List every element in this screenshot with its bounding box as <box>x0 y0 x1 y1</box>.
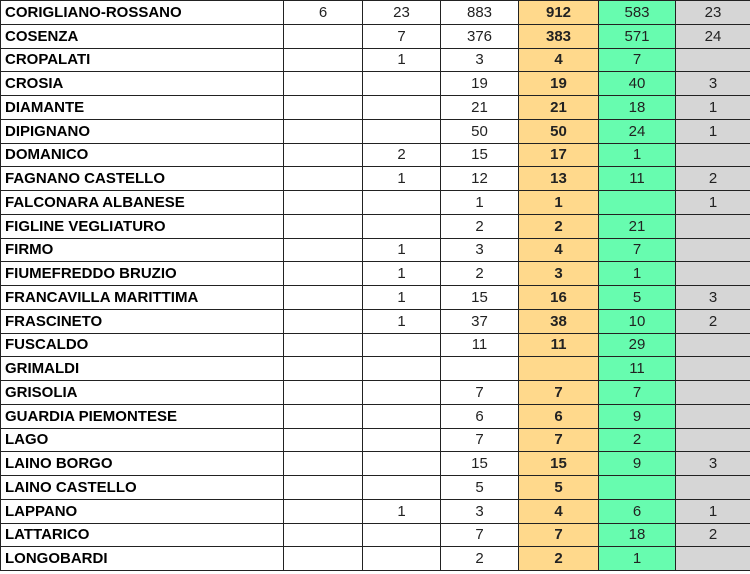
green-value-cell: 7 <box>599 238 676 262</box>
value-cell-col1 <box>284 286 363 310</box>
value-cell-col3: 3 <box>441 238 519 262</box>
green-value-cell: 6 <box>599 499 676 523</box>
gray-value-cell <box>676 404 750 428</box>
gray-value-cell <box>676 357 750 381</box>
value-cell-col3: 12 <box>441 167 519 191</box>
table-row <box>1 48 750 72</box>
table-row <box>1 333 750 357</box>
total-cell: 6 <box>519 404 599 428</box>
value-cell-col1 <box>284 119 363 143</box>
table-row <box>1 24 750 48</box>
gray-value-cell <box>676 48 750 72</box>
gray-value-cell: 3 <box>676 72 750 96</box>
green-value-cell: 5 <box>599 286 676 310</box>
gray-value-cell: 1 <box>676 191 750 215</box>
value-cell-col1 <box>284 381 363 405</box>
table-body <box>1 1 750 571</box>
value-cell-col1 <box>284 428 363 452</box>
total-cell: 912 <box>519 1 599 25</box>
table-row <box>1 262 750 286</box>
value-cell-col2 <box>363 333 441 357</box>
value-cell-col2: 1 <box>363 48 441 72</box>
value-cell-col3: 15 <box>441 452 519 476</box>
total-cell: 3 <box>519 262 599 286</box>
value-cell-col3: 1 <box>441 191 519 215</box>
gray-value-cell: 23 <box>676 1 750 25</box>
value-cell-col3: 6 <box>441 404 519 428</box>
table-row <box>1 191 750 215</box>
table-row <box>1 547 750 571</box>
value-cell-col3: 7 <box>441 381 519 405</box>
value-cell-col2 <box>363 381 441 405</box>
table-row <box>1 72 750 96</box>
value-cell-col3: 50 <box>441 119 519 143</box>
green-value-cell: 583 <box>599 1 676 25</box>
total-cell: 383 <box>519 24 599 48</box>
value-cell-col3: 2 <box>441 262 519 286</box>
total-cell: 16 <box>519 286 599 310</box>
gray-value-cell: 1 <box>676 96 750 120</box>
table-row <box>1 452 750 476</box>
municipality-name-cell: GRISOLIA <box>1 381 284 405</box>
total-cell: 21 <box>519 96 599 120</box>
municipality-name-cell: COSENZA <box>1 24 284 48</box>
total-cell: 11 <box>519 333 599 357</box>
value-cell-col2: 2 <box>363 143 441 167</box>
value-cell-col2 <box>363 452 441 476</box>
table-row <box>1 381 750 405</box>
green-value-cell: 7 <box>599 48 676 72</box>
value-cell-col1 <box>284 143 363 167</box>
green-value-cell: 11 <box>599 357 676 381</box>
value-cell-col2: 23 <box>363 1 441 25</box>
total-cell: 7 <box>519 523 599 547</box>
total-cell: 38 <box>519 309 599 333</box>
table-row <box>1 476 750 500</box>
gray-value-cell: 2 <box>676 523 750 547</box>
green-value-cell: 9 <box>599 404 676 428</box>
total-cell: 1 <box>519 191 599 215</box>
value-cell-col1 <box>284 333 363 357</box>
municipality-name-cell: CROPALATI <box>1 48 284 72</box>
value-cell-col2 <box>363 191 441 215</box>
value-cell-col1 <box>284 523 363 547</box>
value-cell-col3: 21 <box>441 96 519 120</box>
total-cell <box>519 357 599 381</box>
gray-value-cell: 2 <box>676 309 750 333</box>
municipality-name-cell: GRIMALDI <box>1 357 284 381</box>
gray-value-cell: 1 <box>676 499 750 523</box>
municipality-name-cell: LAGO <box>1 428 284 452</box>
total-cell: 7 <box>519 428 599 452</box>
value-cell-col3 <box>441 357 519 381</box>
total-cell: 19 <box>519 72 599 96</box>
green-value-cell: 10 <box>599 309 676 333</box>
total-cell: 15 <box>519 452 599 476</box>
total-cell: 5 <box>519 476 599 500</box>
municipality-name-cell: FIUMEFREDDO BRUZIO <box>1 262 284 286</box>
value-cell-col2: 1 <box>363 238 441 262</box>
municipality-name-cell: LONGOBARDI <box>1 547 284 571</box>
value-cell-col3: 37 <box>441 309 519 333</box>
municipality-name-cell: DOMANICO <box>1 143 284 167</box>
total-cell: 4 <box>519 499 599 523</box>
value-cell-col2 <box>363 476 441 500</box>
value-cell-col2 <box>363 214 441 238</box>
green-value-cell: 24 <box>599 119 676 143</box>
value-cell-col1 <box>284 191 363 215</box>
table-row <box>1 309 750 333</box>
total-cell: 4 <box>519 48 599 72</box>
value-cell-col3: 15 <box>441 286 519 310</box>
green-value-cell: 21 <box>599 214 676 238</box>
table-row <box>1 523 750 547</box>
table-row <box>1 1 750 25</box>
value-cell-col1 <box>284 72 363 96</box>
value-cell-col1 <box>284 309 363 333</box>
table-row <box>1 167 750 191</box>
value-cell-col1 <box>284 48 363 72</box>
value-cell-col3: 3 <box>441 48 519 72</box>
municipality-name-cell: CORIGLIANO-ROSSANO <box>1 1 284 25</box>
value-cell-col3: 883 <box>441 1 519 25</box>
value-cell-col3: 5 <box>441 476 519 500</box>
green-value-cell: 18 <box>599 523 676 547</box>
municipality-name-cell: LATTARICO <box>1 523 284 547</box>
municipality-name-cell: DIPIGNANO <box>1 119 284 143</box>
gray-value-cell <box>676 214 750 238</box>
gray-value-cell <box>676 381 750 405</box>
gray-value-cell <box>676 333 750 357</box>
table-row <box>1 357 750 381</box>
green-value-cell <box>599 191 676 215</box>
total-cell: 2 <box>519 214 599 238</box>
value-cell-col2: 1 <box>363 262 441 286</box>
gray-value-cell <box>676 547 750 571</box>
table-row <box>1 428 750 452</box>
value-cell-col1 <box>284 238 363 262</box>
green-value-cell: 2 <box>599 428 676 452</box>
value-cell-col2 <box>363 428 441 452</box>
green-value-cell: 7 <box>599 381 676 405</box>
municipality-name-cell: FIRMO <box>1 238 284 262</box>
value-cell-col1 <box>284 476 363 500</box>
total-cell: 50 <box>519 119 599 143</box>
gray-value-cell <box>676 262 750 286</box>
gray-value-cell: 3 <box>676 452 750 476</box>
value-cell-col3: 7 <box>441 523 519 547</box>
municipality-name-cell: GUARDIA PIEMONTESE <box>1 404 284 428</box>
table-row <box>1 119 750 143</box>
municipality-name-cell: FIGLINE VEGLIATURO <box>1 214 284 238</box>
municipality-name-cell: CROSIA <box>1 72 284 96</box>
table-row <box>1 499 750 523</box>
value-cell-col2 <box>363 547 441 571</box>
table-row <box>1 96 750 120</box>
value-cell-col1: 6 <box>284 1 363 25</box>
value-cell-col2: 1 <box>363 286 441 310</box>
green-value-cell: 29 <box>599 333 676 357</box>
value-cell-col1 <box>284 357 363 381</box>
gray-value-cell: 2 <box>676 167 750 191</box>
gray-value-cell <box>676 476 750 500</box>
value-cell-col3: 2 <box>441 214 519 238</box>
municipality-name-cell: FALCONARA ALBANESE <box>1 191 284 215</box>
table-row <box>1 286 750 310</box>
municipality-name-cell: DIAMANTE <box>1 96 284 120</box>
value-cell-col3: 19 <box>441 72 519 96</box>
value-cell-col2 <box>363 404 441 428</box>
table-row <box>1 238 750 262</box>
value-cell-col3: 7 <box>441 428 519 452</box>
value-cell-col1 <box>284 24 363 48</box>
total-cell: 2 <box>519 547 599 571</box>
value-cell-col3: 3 <box>441 499 519 523</box>
gray-value-cell: 3 <box>676 286 750 310</box>
total-cell: 4 <box>519 238 599 262</box>
value-cell-col1 <box>284 96 363 120</box>
municipality-name-cell: LAPPANO <box>1 499 284 523</box>
municipality-name-cell: FUSCALDO <box>1 333 284 357</box>
table-row <box>1 404 750 428</box>
table-row <box>1 143 750 167</box>
gray-value-cell: 1 <box>676 119 750 143</box>
green-value-cell: 1 <box>599 262 676 286</box>
municipality-name-cell: FAGNANO CASTELLO <box>1 167 284 191</box>
gray-value-cell: 24 <box>676 24 750 48</box>
green-value-cell: 18 <box>599 96 676 120</box>
value-cell-col2 <box>363 119 441 143</box>
green-value-cell: 11 <box>599 167 676 191</box>
gray-value-cell <box>676 238 750 262</box>
green-value-cell: 1 <box>599 547 676 571</box>
value-cell-col3: 11 <box>441 333 519 357</box>
value-cell-col1 <box>284 404 363 428</box>
municipality-name-cell: FRANCAVILLA MARITTIMA <box>1 286 284 310</box>
green-value-cell <box>599 476 676 500</box>
green-value-cell: 571 <box>599 24 676 48</box>
value-cell-col1 <box>284 262 363 286</box>
value-cell-col1 <box>284 499 363 523</box>
total-cell: 17 <box>519 143 599 167</box>
gray-value-cell <box>676 428 750 452</box>
total-cell: 7 <box>519 381 599 405</box>
gray-value-cell <box>676 143 750 167</box>
table-row <box>1 214 750 238</box>
value-cell-col3: 2 <box>441 547 519 571</box>
value-cell-col2: 1 <box>363 309 441 333</box>
value-cell-col2 <box>363 72 441 96</box>
value-cell-col2 <box>363 357 441 381</box>
value-cell-col2: 7 <box>363 24 441 48</box>
value-cell-col3: 376 <box>441 24 519 48</box>
municipality-name-cell: FRASCINETO <box>1 309 284 333</box>
value-cell-col1 <box>284 167 363 191</box>
value-cell-col1 <box>284 214 363 238</box>
value-cell-col2: 1 <box>363 167 441 191</box>
value-cell-col2: 1 <box>363 499 441 523</box>
total-cell: 13 <box>519 167 599 191</box>
value-cell-col2 <box>363 96 441 120</box>
value-cell-col2 <box>363 523 441 547</box>
green-value-cell: 40 <box>599 72 676 96</box>
value-cell-col1 <box>284 452 363 476</box>
municipality-name-cell: LAINO CASTELLO <box>1 476 284 500</box>
value-cell-col3: 15 <box>441 143 519 167</box>
green-value-cell: 1 <box>599 143 676 167</box>
green-value-cell: 9 <box>599 452 676 476</box>
value-cell-col1 <box>284 547 363 571</box>
municipality-name-cell: LAINO BORGO <box>1 452 284 476</box>
